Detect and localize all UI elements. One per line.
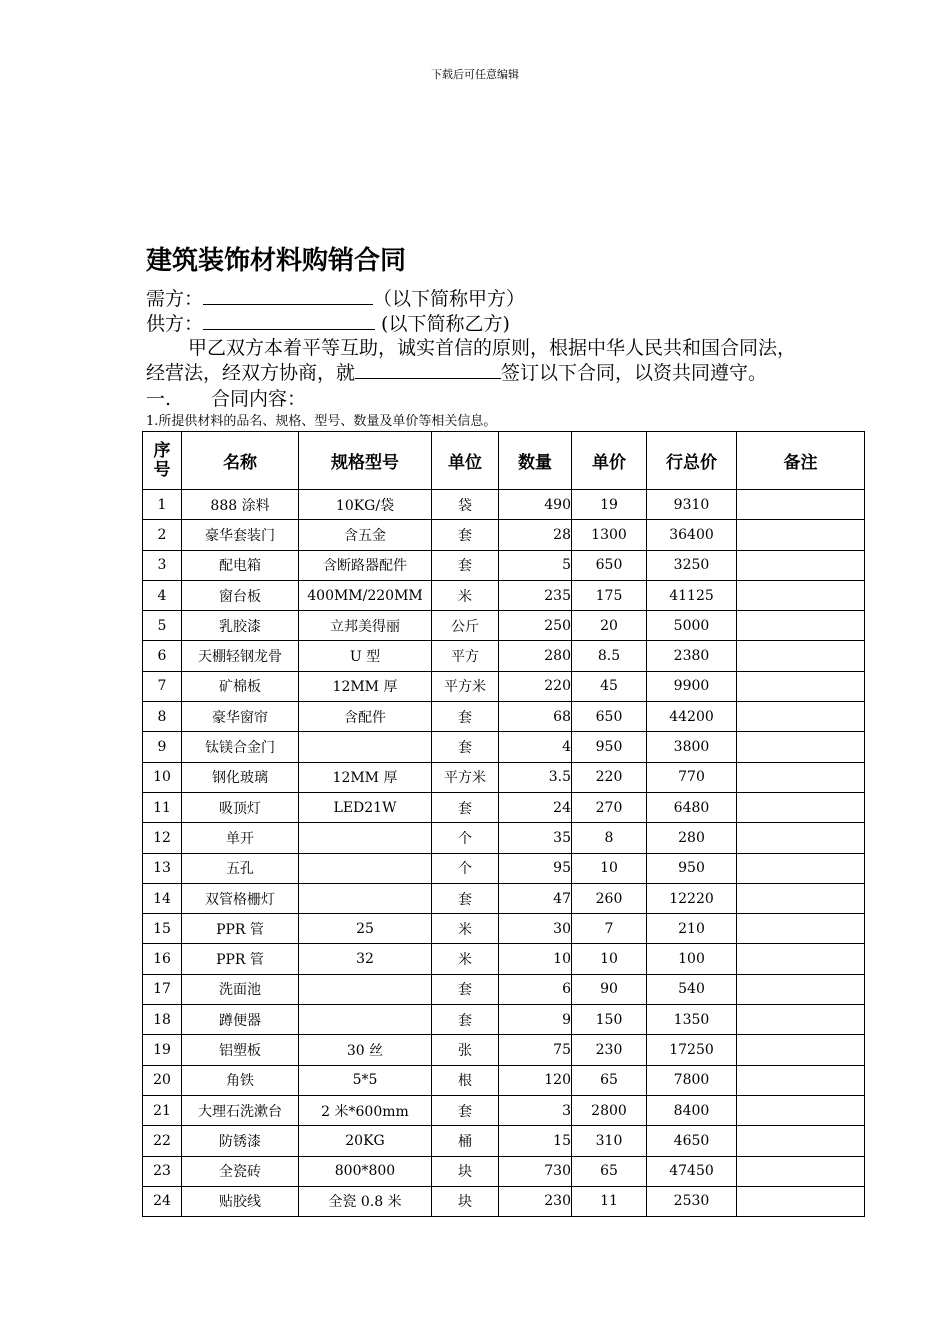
cell-unit-price: 45 (572, 671, 647, 701)
cell-spec: 32 (299, 944, 432, 974)
cell-remark (737, 702, 865, 732)
cell-line-total: 6480 (647, 792, 737, 822)
table-row (143, 520, 865, 550)
cell-line-total: 9310 (647, 490, 737, 520)
cell-unit: 个 (432, 823, 499, 853)
cell-name: 铝塑板 (182, 1035, 299, 1065)
cell-unit: 套 (432, 883, 499, 913)
cell-line-total: 41125 (647, 580, 737, 610)
cell-name: 防锈漆 (182, 1126, 299, 1156)
cell-line-total: 3250 (647, 550, 737, 580)
document-title: 建筑装饰材料购销合同 (146, 246, 407, 276)
cell-unit-price: 230 (572, 1035, 647, 1065)
cell-unit: 块 (432, 1186, 499, 1216)
cell-name: 五孔 (182, 853, 299, 883)
cell-unit: 桶 (432, 1126, 499, 1156)
cell-spec: 800*800 (299, 1156, 432, 1186)
cell-remark (737, 792, 865, 822)
table-row (143, 611, 865, 641)
cell-quantity: 280 (499, 641, 572, 671)
cell-spec: 12MM 厚 (299, 762, 432, 792)
cell-unit: 套 (432, 520, 499, 550)
cell-name: 豪华窗帘 (182, 702, 299, 732)
cell-unit-price: 20 (572, 611, 647, 641)
cell-index: 8 (143, 702, 182, 732)
cell-unit: 米 (432, 914, 499, 944)
cell-name: 豪华套装门 (182, 520, 299, 550)
cell-unit: 个 (432, 853, 499, 883)
cell-index: 22 (143, 1126, 182, 1156)
cell-name: 贴胶线 (182, 1186, 299, 1216)
cell-index: 5 (143, 611, 182, 641)
cell-quantity: 4 (499, 732, 572, 762)
cell-index: 2 (143, 520, 182, 550)
cell-remark (737, 1186, 865, 1216)
table-row (143, 702, 865, 732)
cell-line-total: 770 (647, 762, 737, 792)
cell-unit-price: 7 (572, 914, 647, 944)
cell-remark (737, 490, 865, 520)
cell-line-total: 17250 (647, 1035, 737, 1065)
cell-name: 配电箱 (182, 550, 299, 580)
cell-quantity: 490 (499, 490, 572, 520)
cell-line-total: 44200 (647, 702, 737, 732)
intro-paragraph-line2 (146, 358, 767, 385)
cell-line-total: 950 (647, 853, 737, 883)
header-unit: 单位 (432, 432, 499, 490)
cell-spec (299, 732, 432, 762)
cell-spec (299, 883, 432, 913)
clause-1-text: 1.所提供材料的品名、规格、型号、数量及单价等相关信息。 (146, 414, 497, 429)
intro-text-2b: 签订以下合同，以资共同遵守。 (501, 362, 768, 384)
cell-unit-price: 11 (572, 1186, 647, 1216)
cell-index: 10 (143, 762, 182, 792)
cell-line-total: 210 (647, 914, 737, 944)
cell-quantity: 28 (499, 520, 572, 550)
cell-index: 19 (143, 1035, 182, 1065)
cell-quantity: 235 (499, 580, 572, 610)
intro-text-1: 甲乙双方本着平等互助，诚实首信的原则，根据中华人民共和国合同法， (188, 337, 797, 359)
cell-line-total: 1350 (647, 1005, 737, 1035)
table-row (143, 792, 865, 822)
cell-unit-price: 10 (572, 944, 647, 974)
cell-spec: 含五金 (299, 520, 432, 550)
cell-line-total: 47450 (647, 1156, 737, 1186)
cell-line-total: 36400 (647, 520, 737, 550)
table-row (143, 1005, 865, 1035)
cell-index: 12 (143, 823, 182, 853)
table-row (143, 823, 865, 853)
cell-name: 全瓷砖 (182, 1156, 299, 1186)
cell-unit-price: 1300 (572, 520, 647, 550)
cell-index: 14 (143, 883, 182, 913)
cell-index: 13 (143, 853, 182, 883)
cell-remark (737, 1005, 865, 1035)
demand-suffix: （以下简称甲方） (373, 288, 526, 310)
table-row (143, 974, 865, 1004)
cell-line-total: 5000 (647, 611, 737, 641)
cell-unit-price: 19 (572, 490, 647, 520)
cell-line-total: 8400 (647, 1095, 737, 1125)
cell-unit: 米 (432, 580, 499, 610)
cell-quantity: 3.5 (499, 762, 572, 792)
cell-remark (737, 914, 865, 944)
cell-name: 洗面池 (182, 974, 299, 1004)
cell-unit-price: 8.5 (572, 641, 647, 671)
cell-unit-price: 8 (572, 823, 647, 853)
supply-party-line (146, 309, 510, 336)
cell-unit-price: 650 (572, 702, 647, 732)
cell-name: 大理石洗漱台 (182, 1095, 299, 1125)
cell-index: 4 (143, 580, 182, 610)
cell-name: PPR 管 (182, 914, 299, 944)
table-row (143, 490, 865, 520)
cell-spec (299, 974, 432, 1004)
cell-spec (299, 853, 432, 883)
cell-line-total: 7800 (647, 1065, 737, 1095)
cell-unit: 套 (432, 702, 499, 732)
cell-index: 15 (143, 914, 182, 944)
cell-unit: 套 (432, 974, 499, 1004)
cell-index: 6 (143, 641, 182, 671)
cell-quantity: 6 (499, 974, 572, 1004)
table-row (143, 762, 865, 792)
intro-text-2a: 经营法，经双方协商，就 (146, 362, 356, 384)
table-row (143, 944, 865, 974)
cell-unit: 平方米 (432, 762, 499, 792)
page-header-note: 下载后可任意编辑 (431, 68, 519, 81)
cell-unit-price: 150 (572, 1005, 647, 1035)
demand-blank[interactable] (203, 286, 373, 305)
header-remark: 备注 (737, 432, 865, 490)
table-row (143, 1186, 865, 1216)
table-header-row (143, 432, 865, 490)
cell-spec: 30 丝 (299, 1035, 432, 1065)
cell-name: 双管格栅灯 (182, 883, 299, 913)
cell-unit-price: 65 (572, 1065, 647, 1095)
cell-line-total: 12220 (647, 883, 737, 913)
cell-remark (737, 1065, 865, 1095)
cell-spec: LED21W (299, 792, 432, 822)
cell-quantity: 9 (499, 1005, 572, 1035)
table-row (143, 1035, 865, 1065)
cell-unit-price: 260 (572, 883, 647, 913)
cell-unit-price: 950 (572, 732, 647, 762)
cell-remark (737, 762, 865, 792)
cell-unit: 套 (432, 732, 499, 762)
cell-unit-price: 310 (572, 1126, 647, 1156)
cell-quantity: 95 (499, 853, 572, 883)
header-index: 序 号 (143, 432, 182, 490)
cell-spec (299, 1005, 432, 1035)
cell-remark (737, 1126, 865, 1156)
cell-quantity: 47 (499, 883, 572, 913)
table-row (143, 853, 865, 883)
cell-unit-price: 2800 (572, 1095, 647, 1125)
cell-remark (737, 883, 865, 913)
cell-line-total: 3800 (647, 732, 737, 762)
cell-quantity: 730 (499, 1156, 572, 1186)
cell-index: 3 (143, 550, 182, 580)
cell-quantity: 24 (499, 792, 572, 822)
cell-name: 角铁 (182, 1065, 299, 1095)
materials-table (142, 431, 865, 1217)
cell-name: 钛镁合金门 (182, 732, 299, 762)
cell-spec: 含配件 (299, 702, 432, 732)
cell-spec: 含断路器配件 (299, 550, 432, 580)
cell-name: 单开 (182, 823, 299, 853)
cell-name: PPR 管 (182, 944, 299, 974)
cell-spec: 5*5 (299, 1065, 432, 1095)
cell-spec (299, 823, 432, 853)
cell-unit: 公斤 (432, 611, 499, 641)
header-quantity: 数量 (499, 432, 572, 490)
cell-remark (737, 1156, 865, 1186)
cell-index: 1 (143, 490, 182, 520)
table-row (143, 1156, 865, 1186)
cell-index: 9 (143, 732, 182, 762)
table-row (143, 732, 865, 762)
cell-line-total: 100 (647, 944, 737, 974)
cell-quantity: 230 (499, 1186, 572, 1216)
cell-line-total: 2380 (647, 641, 737, 671)
cell-unit: 套 (432, 1095, 499, 1125)
cell-remark (737, 823, 865, 853)
cell-line-total: 9900 (647, 671, 737, 701)
cell-quantity: 10 (499, 944, 572, 974)
cell-quantity: 220 (499, 671, 572, 701)
cell-unit-price: 175 (572, 580, 647, 610)
table-row (143, 1065, 865, 1095)
section-number: 一. (146, 388, 172, 410)
cell-unit: 块 (432, 1156, 499, 1186)
cell-spec: 25 (299, 914, 432, 944)
cell-remark (737, 611, 865, 641)
cell-unit: 平方米 (432, 671, 499, 701)
cell-index: 17 (143, 974, 182, 1004)
cell-spec: 立邦美得丽 (299, 611, 432, 641)
cell-index: 20 (143, 1065, 182, 1095)
cell-remark (737, 974, 865, 1004)
cell-unit-price: 650 (572, 550, 647, 580)
cell-line-total: 4650 (647, 1126, 737, 1156)
supply-label: 供方： (146, 313, 204, 335)
table-row (143, 914, 865, 944)
demand-party-line (146, 284, 525, 311)
table-row (143, 671, 865, 701)
cell-spec: 20KG (299, 1126, 432, 1156)
table-row (143, 1126, 865, 1156)
cell-name: 乳胶漆 (182, 611, 299, 641)
cell-index: 11 (143, 792, 182, 822)
cell-spec: 400MM/220MM (299, 580, 432, 610)
demand-label: 需方： (146, 288, 204, 310)
table-row (143, 550, 865, 580)
cell-spec: 12MM 厚 (299, 671, 432, 701)
cell-remark (737, 580, 865, 610)
cell-name: 888 涂料 (182, 490, 299, 520)
cell-name: 蹲便器 (182, 1005, 299, 1035)
cell-unit: 根 (432, 1065, 499, 1095)
section-title: 合同内容： (211, 388, 307, 410)
cell-remark (737, 520, 865, 550)
cell-name: 钢化玻璃 (182, 762, 299, 792)
cell-unit: 米 (432, 944, 499, 974)
cell-unit: 套 (432, 550, 499, 580)
cell-index: 21 (143, 1095, 182, 1125)
table-row (143, 641, 865, 671)
cell-unit: 套 (432, 792, 499, 822)
cell-line-total: 280 (647, 823, 737, 853)
cell-line-total: 2530 (647, 1186, 737, 1216)
cell-unit-price: 270 (572, 792, 647, 822)
cell-quantity: 5 (499, 550, 572, 580)
cell-quantity: 35 (499, 823, 572, 853)
cell-spec: 10KG/袋 (299, 490, 432, 520)
cell-line-total: 540 (647, 974, 737, 1004)
cell-name: 窗台板 (182, 580, 299, 610)
cell-unit-price: 90 (572, 974, 647, 1004)
cell-quantity: 250 (499, 611, 572, 641)
cell-quantity: 30 (499, 914, 572, 944)
cell-remark (737, 641, 865, 671)
cell-remark (737, 944, 865, 974)
cell-name: 天棚轻钢龙骨 (182, 641, 299, 671)
cell-unit: 套 (432, 1005, 499, 1035)
supply-suffix: (以下简称乙方) (375, 313, 510, 335)
cell-spec: U 型 (299, 641, 432, 671)
cell-remark (737, 1095, 865, 1125)
cell-remark (737, 732, 865, 762)
cell-quantity: 120 (499, 1065, 572, 1095)
cell-index: 23 (143, 1156, 182, 1186)
header-line-total: 行总价 (647, 432, 737, 490)
cell-index: 18 (143, 1005, 182, 1035)
cell-unit: 平方 (432, 641, 499, 671)
project-blank[interactable] (355, 360, 501, 379)
header-spec: 规格型号 (299, 432, 432, 490)
intro-paragraph-line1 (146, 333, 796, 360)
section-1-heading (146, 384, 306, 411)
cell-remark (737, 853, 865, 883)
cell-unit-price: 10 (572, 853, 647, 883)
cell-index: 16 (143, 944, 182, 974)
table-row (143, 883, 865, 913)
cell-quantity: 68 (499, 702, 572, 732)
cell-remark (737, 1035, 865, 1065)
cell-name: 矿棉板 (182, 671, 299, 701)
supply-blank[interactable] (203, 311, 375, 330)
cell-unit-price: 220 (572, 762, 647, 792)
table-row (143, 580, 865, 610)
cell-quantity: 75 (499, 1035, 572, 1065)
cell-unit: 张 (432, 1035, 499, 1065)
cell-remark (737, 671, 865, 701)
cell-unit: 袋 (432, 490, 499, 520)
cell-remark (737, 550, 865, 580)
cell-quantity: 15 (499, 1126, 572, 1156)
cell-unit-price: 65 (572, 1156, 647, 1186)
header-unit-price: 单价 (572, 432, 647, 490)
cell-quantity: 3 (499, 1095, 572, 1125)
cell-index: 24 (143, 1186, 182, 1216)
header-name: 名称 (182, 432, 299, 490)
cell-spec: 全瓷 0.8 米 (299, 1186, 432, 1216)
cell-name: 吸顶灯 (182, 792, 299, 822)
table-row (143, 1095, 865, 1125)
cell-index: 7 (143, 671, 182, 701)
cell-spec: 2 米*600mm (299, 1095, 432, 1125)
